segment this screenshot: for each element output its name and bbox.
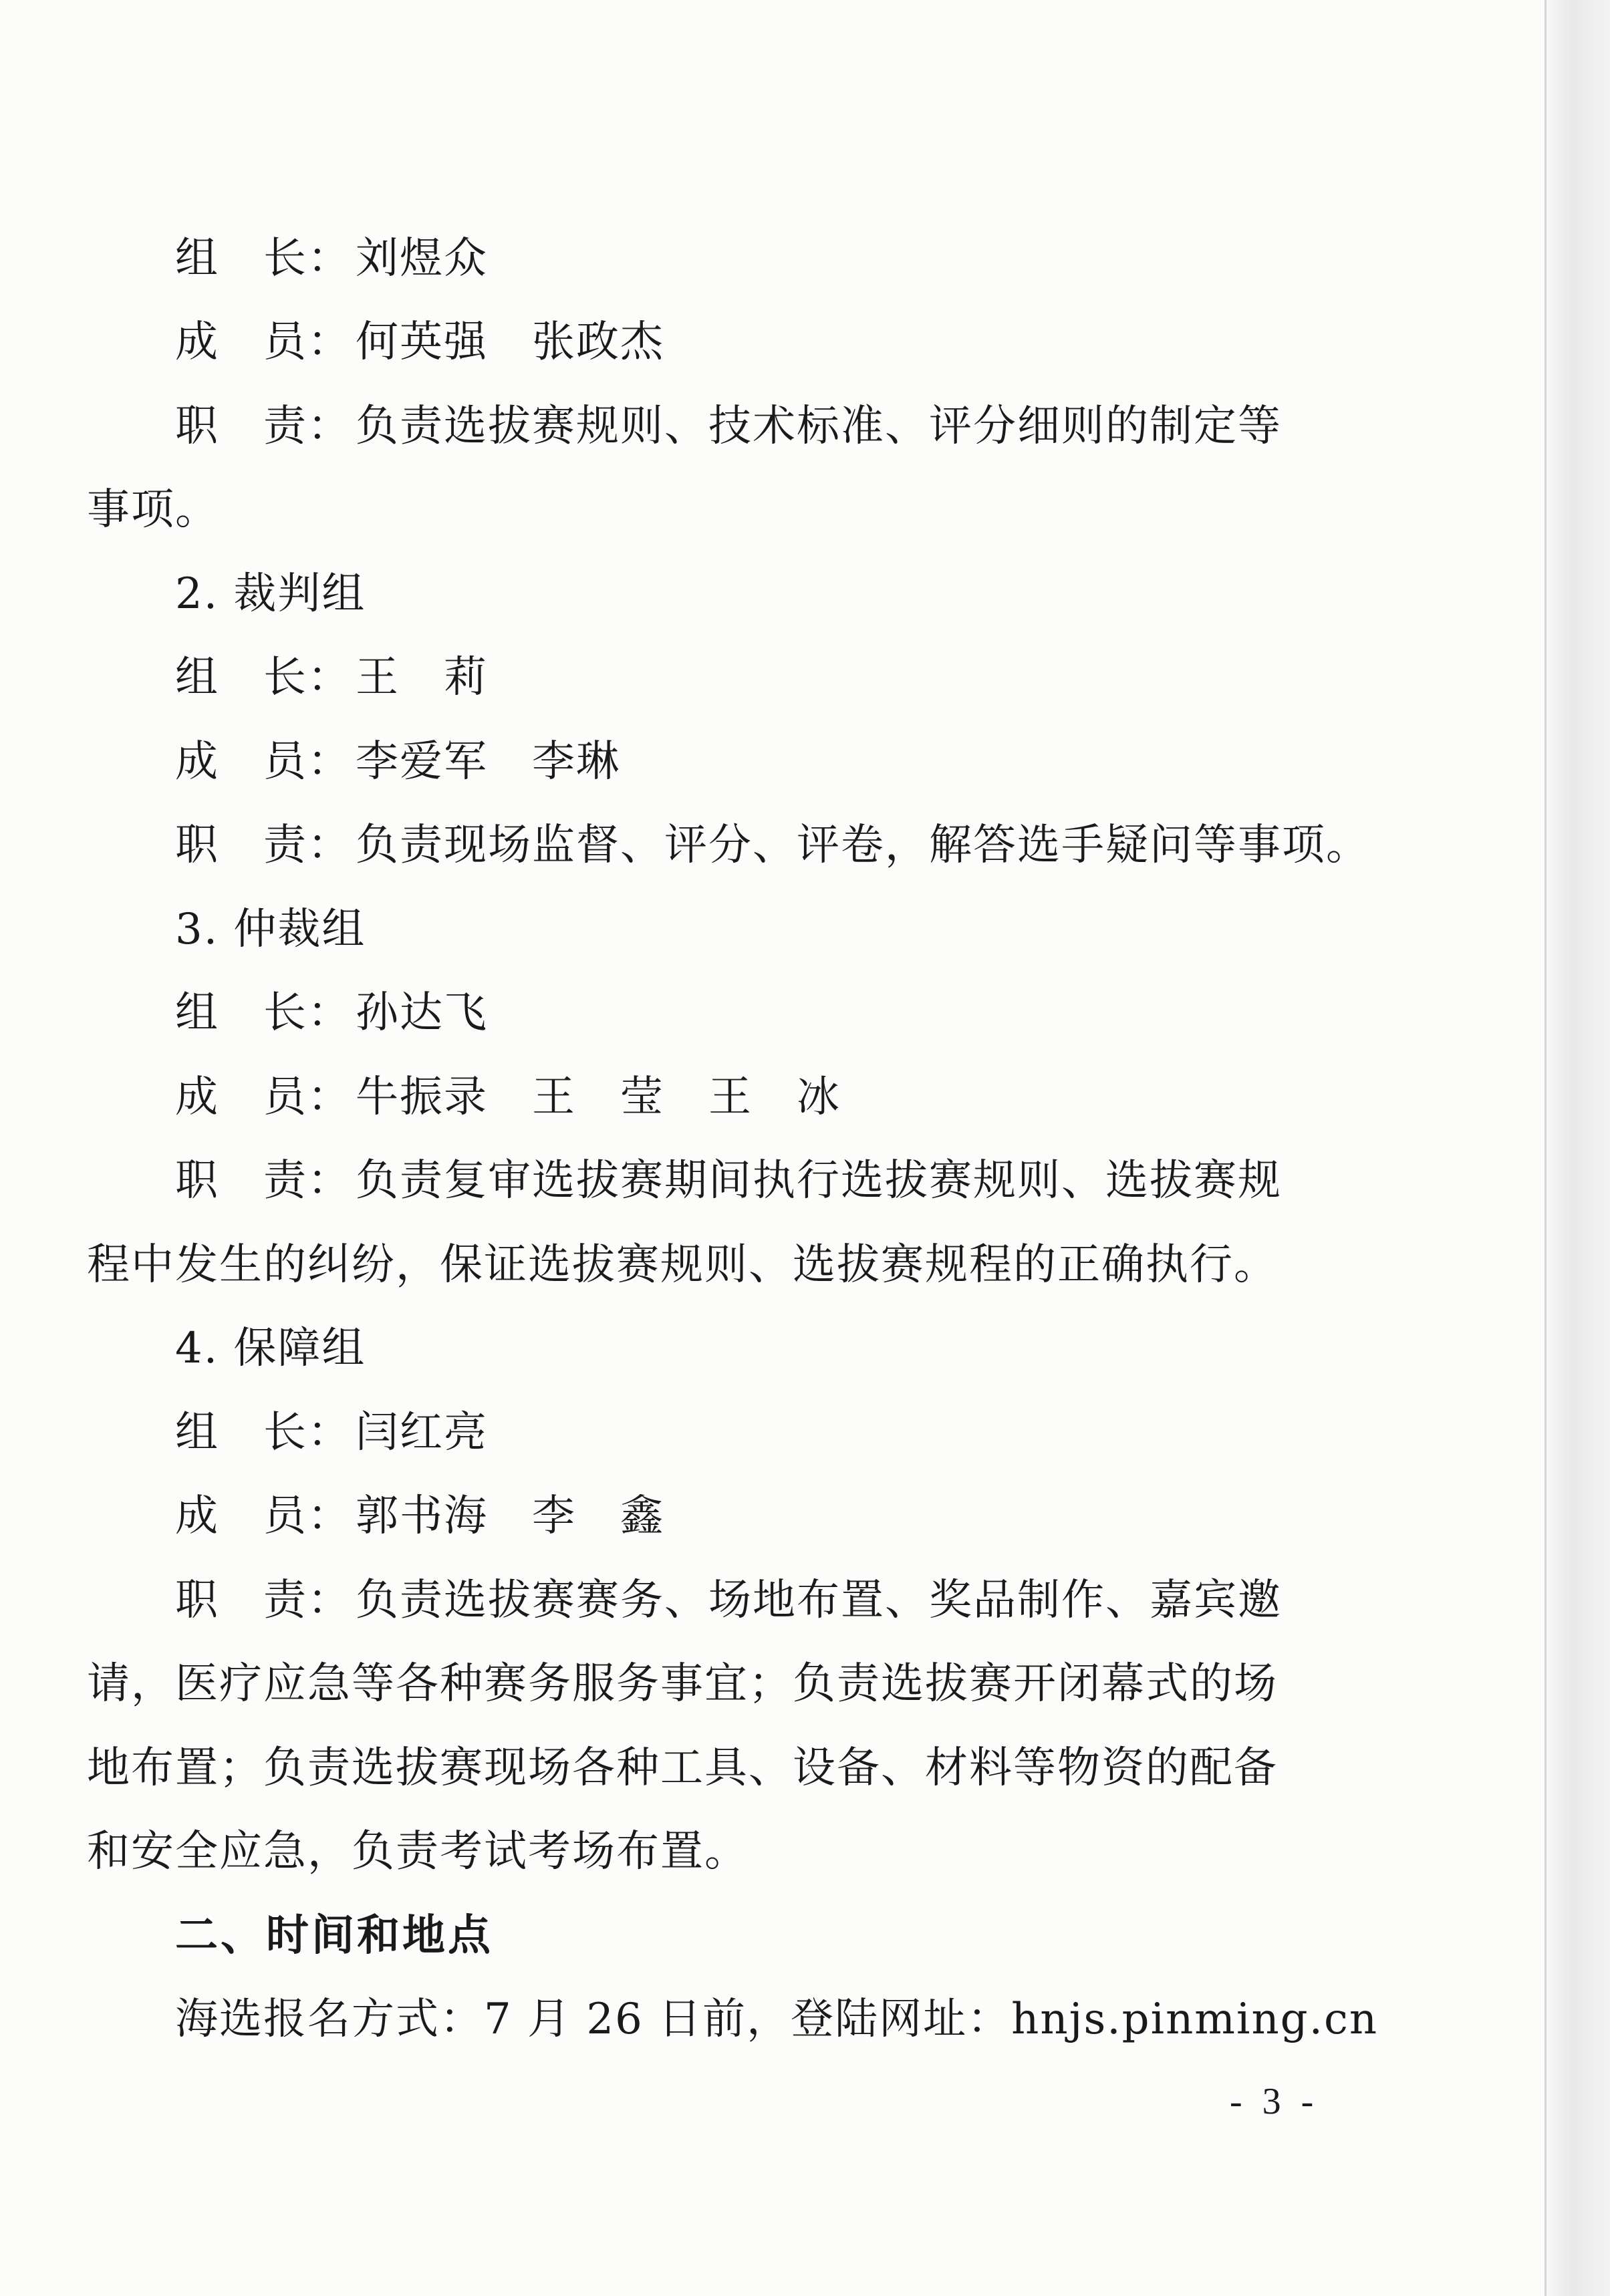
label: 职 责： (175, 821, 352, 870)
subheading-text: 3. 仲裁组 (175, 905, 366, 954)
subheading-text: 4. 保障组 (175, 1324, 366, 1373)
duty-line-3 (175, 1154, 1282, 1207)
registration-line (175, 1993, 1378, 2046)
leader-line-1 (175, 232, 488, 285)
leader-line-3 (175, 986, 488, 1040)
member-line-4 (175, 1489, 664, 1543)
label: 组 长： (175, 234, 352, 283)
duty-line-1-cont (87, 483, 219, 537)
value: 孙达飞 (356, 988, 488, 1038)
duty-line-4 (175, 1574, 1282, 1627)
duty-line-1 (175, 400, 1282, 453)
value: 负责复审选拔赛期间执行选拔赛规则、选拔赛规 (356, 1156, 1282, 1205)
duty-line-4-cont-1 (87, 1657, 1278, 1711)
duty-line-3-cont (87, 1238, 1278, 1292)
page-number: - 3 - (1230, 2081, 1319, 2122)
member-line-3 (175, 1070, 841, 1124)
label: 成 员： (175, 1491, 352, 1541)
label: 成 员： (175, 1072, 352, 1122)
label: 组 长： (175, 988, 352, 1038)
leader-line-4 (175, 1406, 488, 1459)
duty-line-4-cont-3 (87, 1825, 749, 1878)
value: 李爱军 李琳 (356, 737, 620, 786)
label: 成 员： (175, 317, 352, 367)
value: 何英强 张政杰 (356, 317, 664, 367)
label: 成 员： (175, 737, 352, 786)
value: 和安全应急，负责考试考场布置。 (87, 1827, 749, 1876)
value: 程中发生的纠纷，保证选拔赛规则、选拔赛规程的正确执行。 (87, 1240, 1278, 1290)
value: 负责选拔赛赛务、场地布置、奖品制作、嘉宾邀 (356, 1576, 1282, 1625)
value: 刘煜众 (356, 234, 488, 283)
value: 负责现场监督、评分、评卷，解答选手疑问等事项。 (356, 821, 1370, 870)
value: 请，医疗应急等各种赛务服务事宜；负责选拔赛开闭幕式的场 (87, 1659, 1278, 1709)
duty-line-4-cont-2 (87, 1741, 1278, 1795)
value: 牛振录 王 莹 王 冰 (356, 1072, 841, 1122)
label: 职 责： (175, 1156, 352, 1205)
subheading-referee-group (175, 567, 366, 621)
section-heading-time-place (175, 1909, 493, 1963)
value: 闫红亮 (356, 1408, 488, 1457)
duty-line-2 (175, 819, 1370, 872)
subheading-support-group (175, 1322, 366, 1375)
section-heading-text: 二、时间和地点 (175, 1911, 493, 1961)
label: 组 长： (175, 653, 352, 702)
registration-text: 海选报名方式：7 月 26 日前，登陆网址：hnjs.pinming.cn (175, 1995, 1379, 2044)
value: 郭书海 李 鑫 (356, 1491, 664, 1541)
value: 地布置；负责选拔赛现场各种工具、设备、材料等物资的配备 (87, 1743, 1278, 1793)
subheading-text: 2. 裁判组 (175, 569, 366, 619)
label: 职 责： (175, 1576, 352, 1625)
label: 组 长： (175, 1408, 352, 1457)
value: 负责选拔赛规则、技术标准、评分细则的制定等 (356, 402, 1282, 451)
scan-edge (1545, 0, 1610, 2296)
member-line-2 (175, 735, 620, 788)
subheading-arbitration-group (175, 903, 366, 956)
value: 王 莉 (356, 653, 488, 702)
label: 职 责： (175, 402, 352, 451)
value: 事项。 (87, 485, 219, 535)
leader-line-2 (175, 651, 488, 704)
member-line-1 (175, 315, 664, 369)
